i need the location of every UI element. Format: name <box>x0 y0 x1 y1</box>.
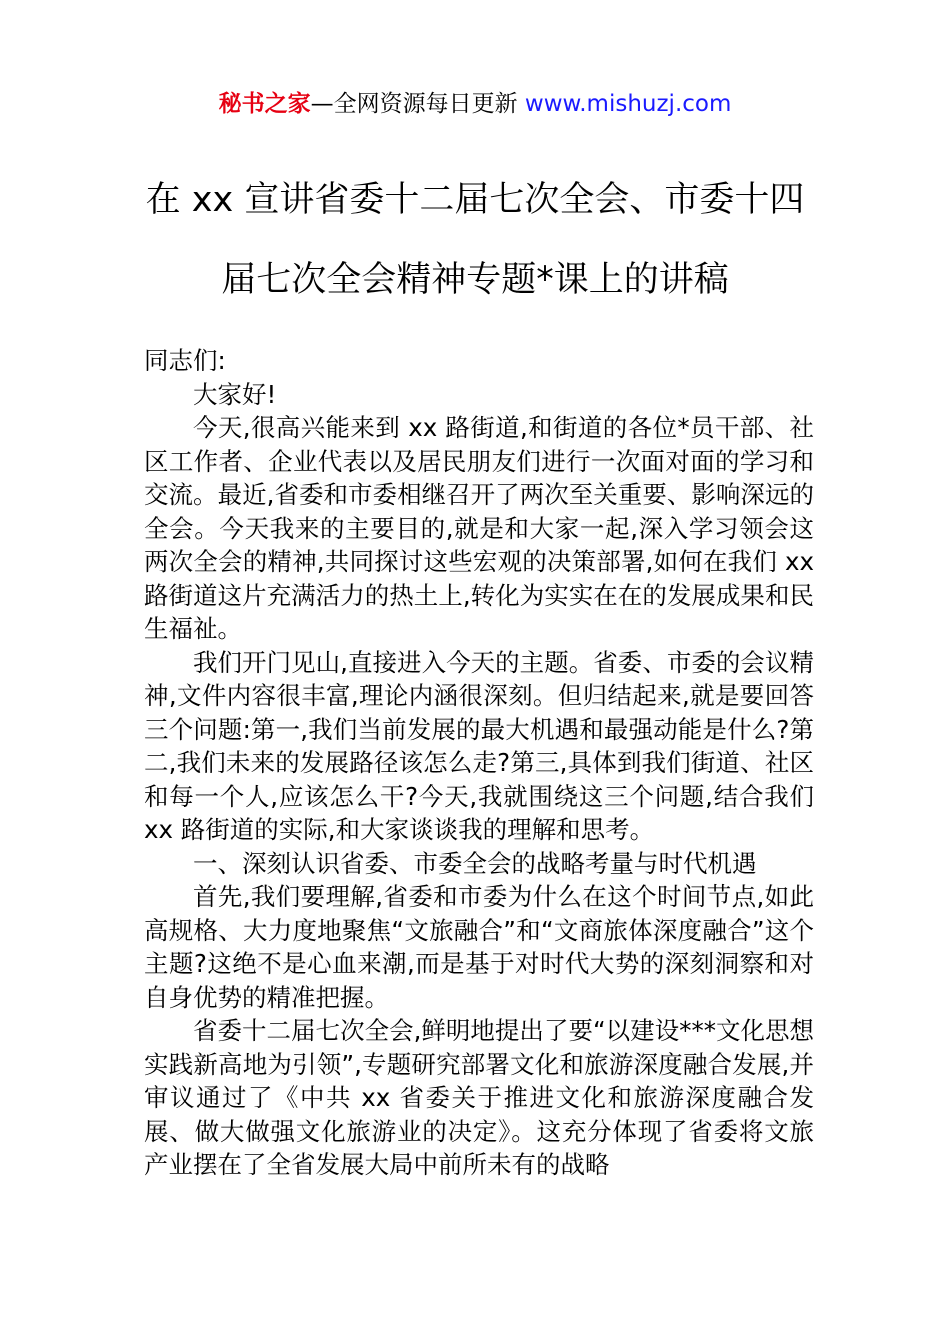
document-title-line-2: 届七次全会精神专题*课上的讲稿 <box>221 260 729 300</box>
salutation: 同志们: <box>144 346 226 375</box>
document-body <box>144 344 814 1182</box>
site-url-link[interactable]: www.mishuzj.com <box>524 91 732 117</box>
site-header <box>0 88 950 120</box>
paragraph-intro: 今天,很高兴能来到 xx 路街道,和街道的各位*员干部、社区工作者、企业代表以及居民朋友们进行一次面对面的学习和交流。最近,省委和市委相继召开了两次至关重要、影响深远的全会。今天我来的主要目的,就是和大家一起,深入学习领会这两次全会的精神,共同探讨这些宏观的决策部署,如何在我们 xx 路街道这片充满活力的热土上,转化为实实在在的发展成果和民生福祉。 <box>144 413 814 643</box>
site-brand: 秘书之家 <box>218 91 311 117</box>
section-heading-1: 一、深刻认识省委、市委全会的战略考量与时代机遇 <box>193 848 757 878</box>
document-title-line-1: 在 xx 宣讲省委十二届七次全会、市委十四 <box>145 180 805 220</box>
paragraph-questions: 我们开门见山,直接进入今天的主题。省委、市委的会议精神,文件内容很丰富,理论内涵很深刻。但归结起来,就是要回答三个问题:第一,我们当前发展的最大机遇和最强动能是什么?第二,我们未来的发展路径该怎么走?第三,具体到我们街道、社区和每一个人,应该怎么干?今天,我就围绕这三个问题,结合我们 xx 路街道的实际,和大家谈谈我的理解和思考。 <box>144 647 814 844</box>
document-title <box>120 160 830 320</box>
greeting: 大家好! <box>193 379 277 409</box>
site-tagline: —全网资源每日更新 <box>310 91 525 117</box>
paragraph-context: 首先,我们要理解,省委和市委为什么在这个时间节点,如此高规格、大力度地聚焦“文旅融合”和“文商旅体深度融合”这个主题?这绝不是心血来潮,而是基于对时代大势的深刻洞察和对自身优势的精准把握。 <box>144 882 814 1012</box>
paragraph-provincial-plenum: 省委十二届七次全会,鲜明地提出了要“以建设***文化思想实践新高地为引领”,专题研究部署文化和旅游深度融合发展,并审议通过了《中共 xx 省委关于推进文化和旅游深度融合发展、做大做强文化旅游业的决定》。这充分体现了省委将文旅产业摆在了全省发展大局中前所未有的战略 <box>144 1016 814 1179</box>
